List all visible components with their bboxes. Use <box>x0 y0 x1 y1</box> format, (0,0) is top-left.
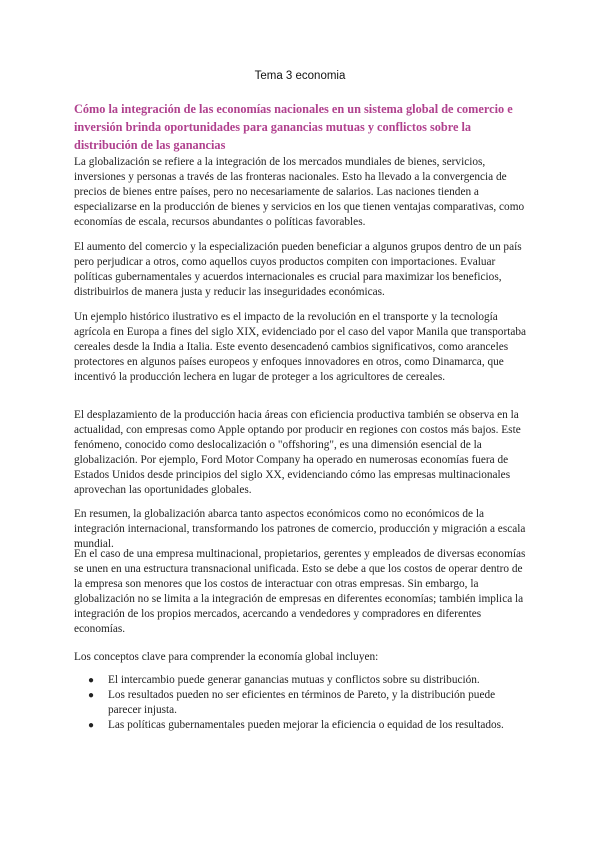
paragraph-globalization-definition: La globalización se refiere a la integración de los mercados mundiales de bienes, servicios, inversiones y personas a través de las fronteras nacionales. Esto ha llevado a la convergencia de precios de bienes entre países, pero no necesariamente de salarios. Las naciones tienden a especializarse en la producción de bienes y servicios en los que tienen ventajas comparativas, como economías de escala, recursos abundantes o políticas favorables. <box>74 156 525 228</box>
paragraph-historical-example: Un ejemplo histórico ilustrativo es el impacto de la revolución en el transporte y la tecnología agrícola en Europa a fines del siglo XIX, evidenciado por el caso del vapor Manila que transportaba cereales desde la India a Italia. Este evento desencadenó cambios significativos, como aranceles protectores en algunos países europeos y enfoques innovadores en otros, como Dinamarca, que incentivó la producción lechera en lugar de proteger a los agricultores de cereales. <box>74 311 527 383</box>
list-item <box>88 673 528 688</box>
paragraph-trade-specialization: El aumento del comercio y la especialización pueden beneficiar a algunos grupos dentro de un país pero perjudicar a otros, como aquellos cuyos productos compiten con importaciones. Evaluar políticas gubernamentales y acuerdos internacionales es crucial para maximizar los beneficios, distribuirlos de manera justa y reducir las inseguridades económicas. <box>74 241 522 298</box>
list-item-text: Las políticas gubernamentales pueden mejorar la eficiencia o equidad de los resultados. <box>108 719 504 731</box>
list-item <box>88 718 528 733</box>
list-item-text: Los resultados pueden no ser eficientes en términos de Pareto, y la distribución puede parecer injusta. <box>108 689 496 716</box>
bullet-icon: ● <box>88 720 95 731</box>
paragraph-offshoring: El desplazamiento de la producción hacia áreas con eficiencia productiva también se observa en la actualidad, con empresas como Apple optando por producir en regiones con costos más bajos. Este fenómeno, conocido como deslocalización o "offshoring", es una dimensión esencial de la globalización. Por ejemplo, Ford Motor Company ha operado en numerosas economías fuera de Estados Unidos desde principios del siglo XX, evidenciando cómo las empresas multinacionales aprovechan las oportunidades globales. <box>74 409 521 496</box>
list-item-text: El intercambio puede generar ganancias mutuas y conflictos sobre su distribución. <box>108 674 480 686</box>
paragraph-multinational: En el caso de una empresa multinacional, propietarios, gerentes y empleados de diversas economías se unen en una estructura transnacional unificada. Esto se debe a que los costos de operar dentro de la empresa son menores que los costos de interactuar con otras empresas. Sin embargo, la globalización no se limita a la integración de empresas en diferentes economías; también implica la integración de los propios mercados, acercando a vendedores y compradores en diferentes economías. <box>74 548 526 635</box>
bullet-icon: ● <box>88 690 95 701</box>
section-heading: Cómo la integración de las economías nacionales en un sistema global de comercio e inversión brinda oportunidades para ganancias mutuas y conflictos sobre la distribución de las ganancias <box>74 102 513 152</box>
document-title: Tema 3 economia <box>254 70 346 82</box>
paragraph-summary: En resumen, la globalización abarca tanto aspectos económicos como no económicos de la integración internacional, transformando los patrones de comercio, producción y migración a escala mundial. <box>74 508 526 550</box>
paragraph-key-concepts-intro: Los conceptos clave para comprender la economía global incluyen: <box>74 651 379 663</box>
bullet-icon: ● <box>88 675 95 686</box>
key-concepts-list <box>88 673 528 733</box>
list-item <box>88 688 528 718</box>
